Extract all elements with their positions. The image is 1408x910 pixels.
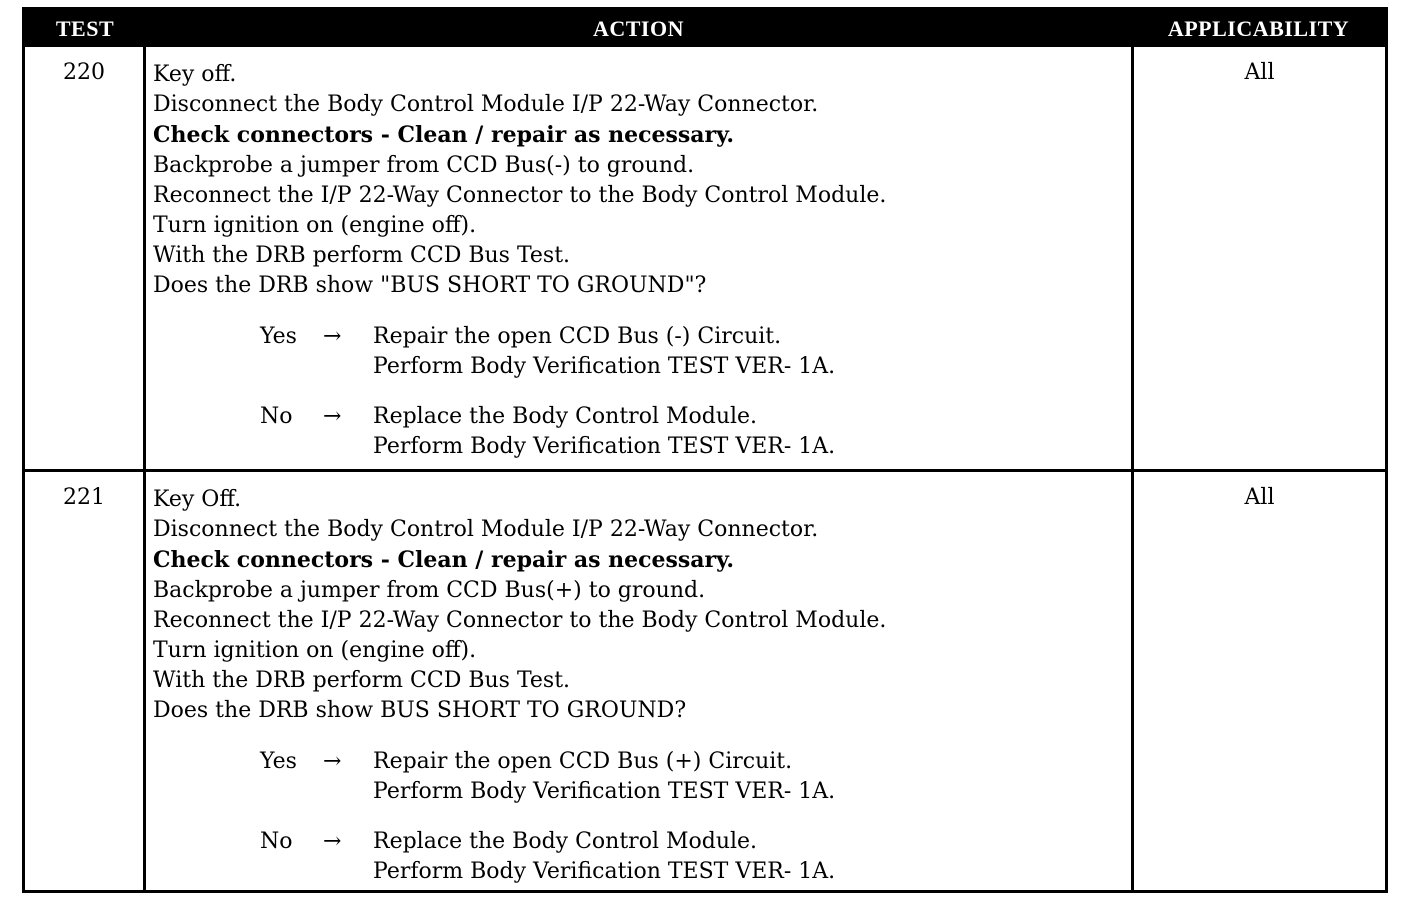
outcome-label: No: [260, 403, 293, 429]
right-arrow-icon: →: [323, 748, 342, 774]
right-arrow-icon: →: [323, 828, 342, 854]
header-applicability: APPLICABILITY: [1167, 16, 1350, 41]
table-row: [25, 47, 1385, 472]
outcome-line: Perform Body Verification TEST VER- 1A.: [373, 858, 836, 884]
step-text: Turn ignition on (engine off).: [153, 638, 477, 664]
outcome-label: Yes: [260, 323, 297, 349]
step-question: Does the DRB show "BUS SHORT TO GROUND"?: [153, 273, 707, 299]
outcome-yes: [153, 747, 1113, 807]
table-row: [25, 472, 1385, 890]
outcome-line: Perform Body Verification TEST VER- 1A.: [373, 353, 836, 379]
action-cell: [153, 60, 1113, 462]
step-text: Key Off.: [153, 487, 242, 512]
outcome-yes: [153, 322, 1113, 382]
table-header: [25, 10, 1385, 47]
right-arrow-icon: →: [323, 403, 342, 429]
step-text: Backprobe a jumper from CCD Bus(+) to ground.: [153, 577, 706, 603]
step-text-emphasis: Check connectors - Clean / repair as necessary.: [153, 547, 735, 574]
step-text: Reconnect the I/P 22-Way Connector to the Body Control Module.: [153, 182, 887, 208]
right-arrow-icon: →: [323, 323, 342, 349]
applicability-value: All: [1244, 60, 1275, 85]
step-text: Disconnect the Body Control Module I/P 22-Way Connector.: [153, 92, 819, 118]
outcome-line: Repair the open CCD Bus (+) Circuit.: [373, 748, 793, 774]
step-text: Key off.: [153, 62, 237, 87]
step-text-emphasis: Check connectors - Clean / repair as necessary.: [153, 122, 735, 149]
outcome-no: [153, 402, 1113, 462]
test-number: 221: [63, 485, 105, 510]
outcome-label: Yes: [260, 748, 297, 774]
header-test: TEST: [55, 16, 115, 41]
step-text: Turn ignition on (engine off).: [153, 213, 477, 239]
outcome-line: Replace the Body Control Module.: [373, 828, 758, 854]
step-text: With the DRB perform CCD Bus Test.: [153, 668, 571, 694]
step-text: With the DRB perform CCD Bus Test.: [153, 243, 571, 269]
applicability-value: All: [1244, 485, 1275, 510]
action-cell: [153, 485, 1113, 887]
step-text: Backprobe a jumper from CCD Bus(-) to ground.: [153, 152, 695, 178]
outcome-label: No: [260, 828, 293, 854]
header-action: ACTION: [592, 16, 684, 41]
outcome-line: Perform Body Verification TEST VER- 1A.: [373, 778, 836, 804]
outcome-line: Perform Body Verification TEST VER- 1A.: [373, 433, 836, 459]
step-text: Disconnect the Body Control Module I/P 22-Way Connector.: [153, 517, 819, 543]
outcome-line: Repair the open CCD Bus (-) Circuit.: [373, 323, 782, 349]
step-question: Does the DRB show BUS SHORT TO GROUND?: [153, 698, 687, 724]
step-text: Reconnect the I/P 22-Way Connector to the Body Control Module.: [153, 607, 887, 633]
diagnostic-test-table: [22, 7, 1388, 893]
test-number: 220: [63, 60, 105, 85]
outcome-no: [153, 827, 1113, 887]
outcome-line: Replace the Body Control Module.: [373, 403, 758, 429]
